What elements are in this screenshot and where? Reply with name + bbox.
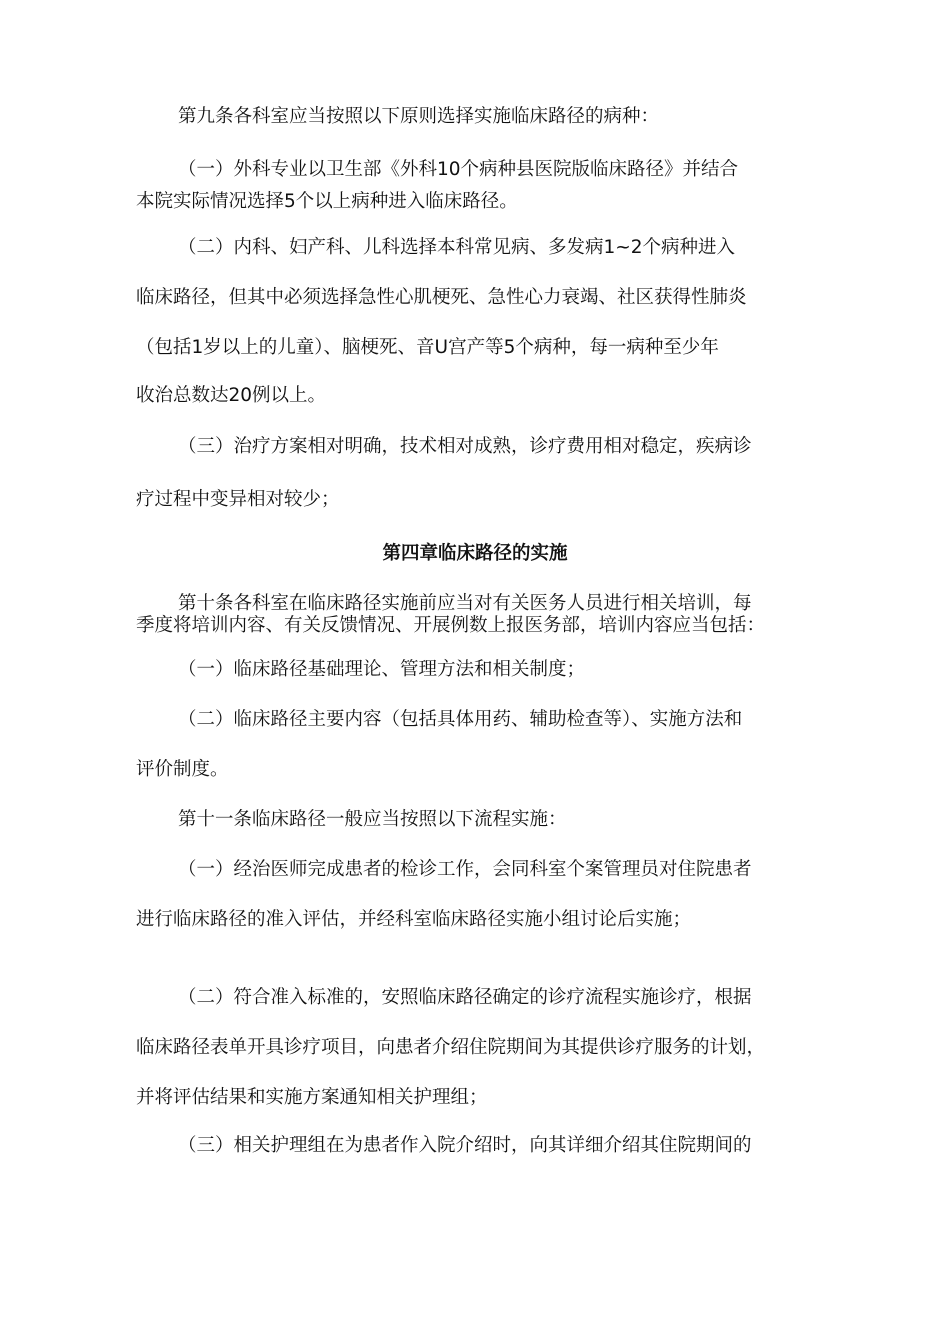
paragraph-line: （二）内科、妇产科、儿科选择本科常见病、多发病1~2个病种进入 [178, 237, 736, 258]
paragraph-line: 临床路径，但其中必须选择急性心肌梗死、急性心力衰竭、社区获得性肺炎 [136, 287, 747, 308]
paragraph-line: 疗过程中变异相对较少； [136, 489, 340, 510]
paragraph-line: （二）临床路径主要内容（包括具体用药、辅助检查等）、实施方法和 [178, 709, 743, 730]
paragraph-line: （一）经治医师完成患者的检诊工作，会同科室个案管理员对住院患者 [178, 859, 752, 880]
paragraph-line: 临床路径表单开具诊疗项目，向患者介绍住院期间为其提供诊疗服务的计划， [136, 1037, 766, 1058]
paragraph-line: 季度将培训内容、有关反馈情况、开展例数上报医务部，培训内容应当包括： [136, 615, 766, 636]
paragraph-line: 评价制度。 [136, 759, 229, 780]
paragraph-line: （二）符合准入标准的，安照临床路径确定的诊疗流程实施诊疗，根据 [178, 987, 752, 1008]
paragraph-line: （包括1岁以上的儿童）、脑梗死、音U宫产等5个病种，每一病种至少年 [136, 337, 719, 358]
paragraph-line: 进行临床路径的准入评估，并经科室临床路径实施小组讨论后实施； [136, 909, 692, 930]
article-10-heading: 第十条各科室在临床路径实施前应当对有关医务人员进行相关培训，每 [178, 593, 752, 614]
paragraph-line: （一）外科专业以卫生部《外科10个病种县医院版临床路径》并结合 [178, 159, 739, 180]
article-11-heading: 第十一条临床路径一般应当按照以下流程实施： [178, 809, 567, 830]
paragraph-line: （三）治疗方案相对明确，技术相对成熟，诊疗费用相对稳定，疾病诊 [178, 436, 752, 457]
chapter-title: 第四章临床路径的实施 [382, 543, 568, 564]
paragraph-line: （三）相关护理组在为患者作入院介绍时，向其详细介绍其住院期间的 [178, 1135, 752, 1156]
article-9-heading: 第九条各科室应当按照以下原则选择实施临床路径的病种： [178, 106, 660, 127]
paragraph-line: （一）临床路径基础理论、管理方法和相关制度； [178, 659, 586, 680]
paragraph-line: 收治总数达20例以上。 [136, 385, 327, 406]
paragraph-line: 并将评估结果和实施方案通知相关护理组； [136, 1087, 488, 1108]
paragraph-line: 本院实际情况选择5个以上病种进入临床路径。 [136, 191, 518, 212]
